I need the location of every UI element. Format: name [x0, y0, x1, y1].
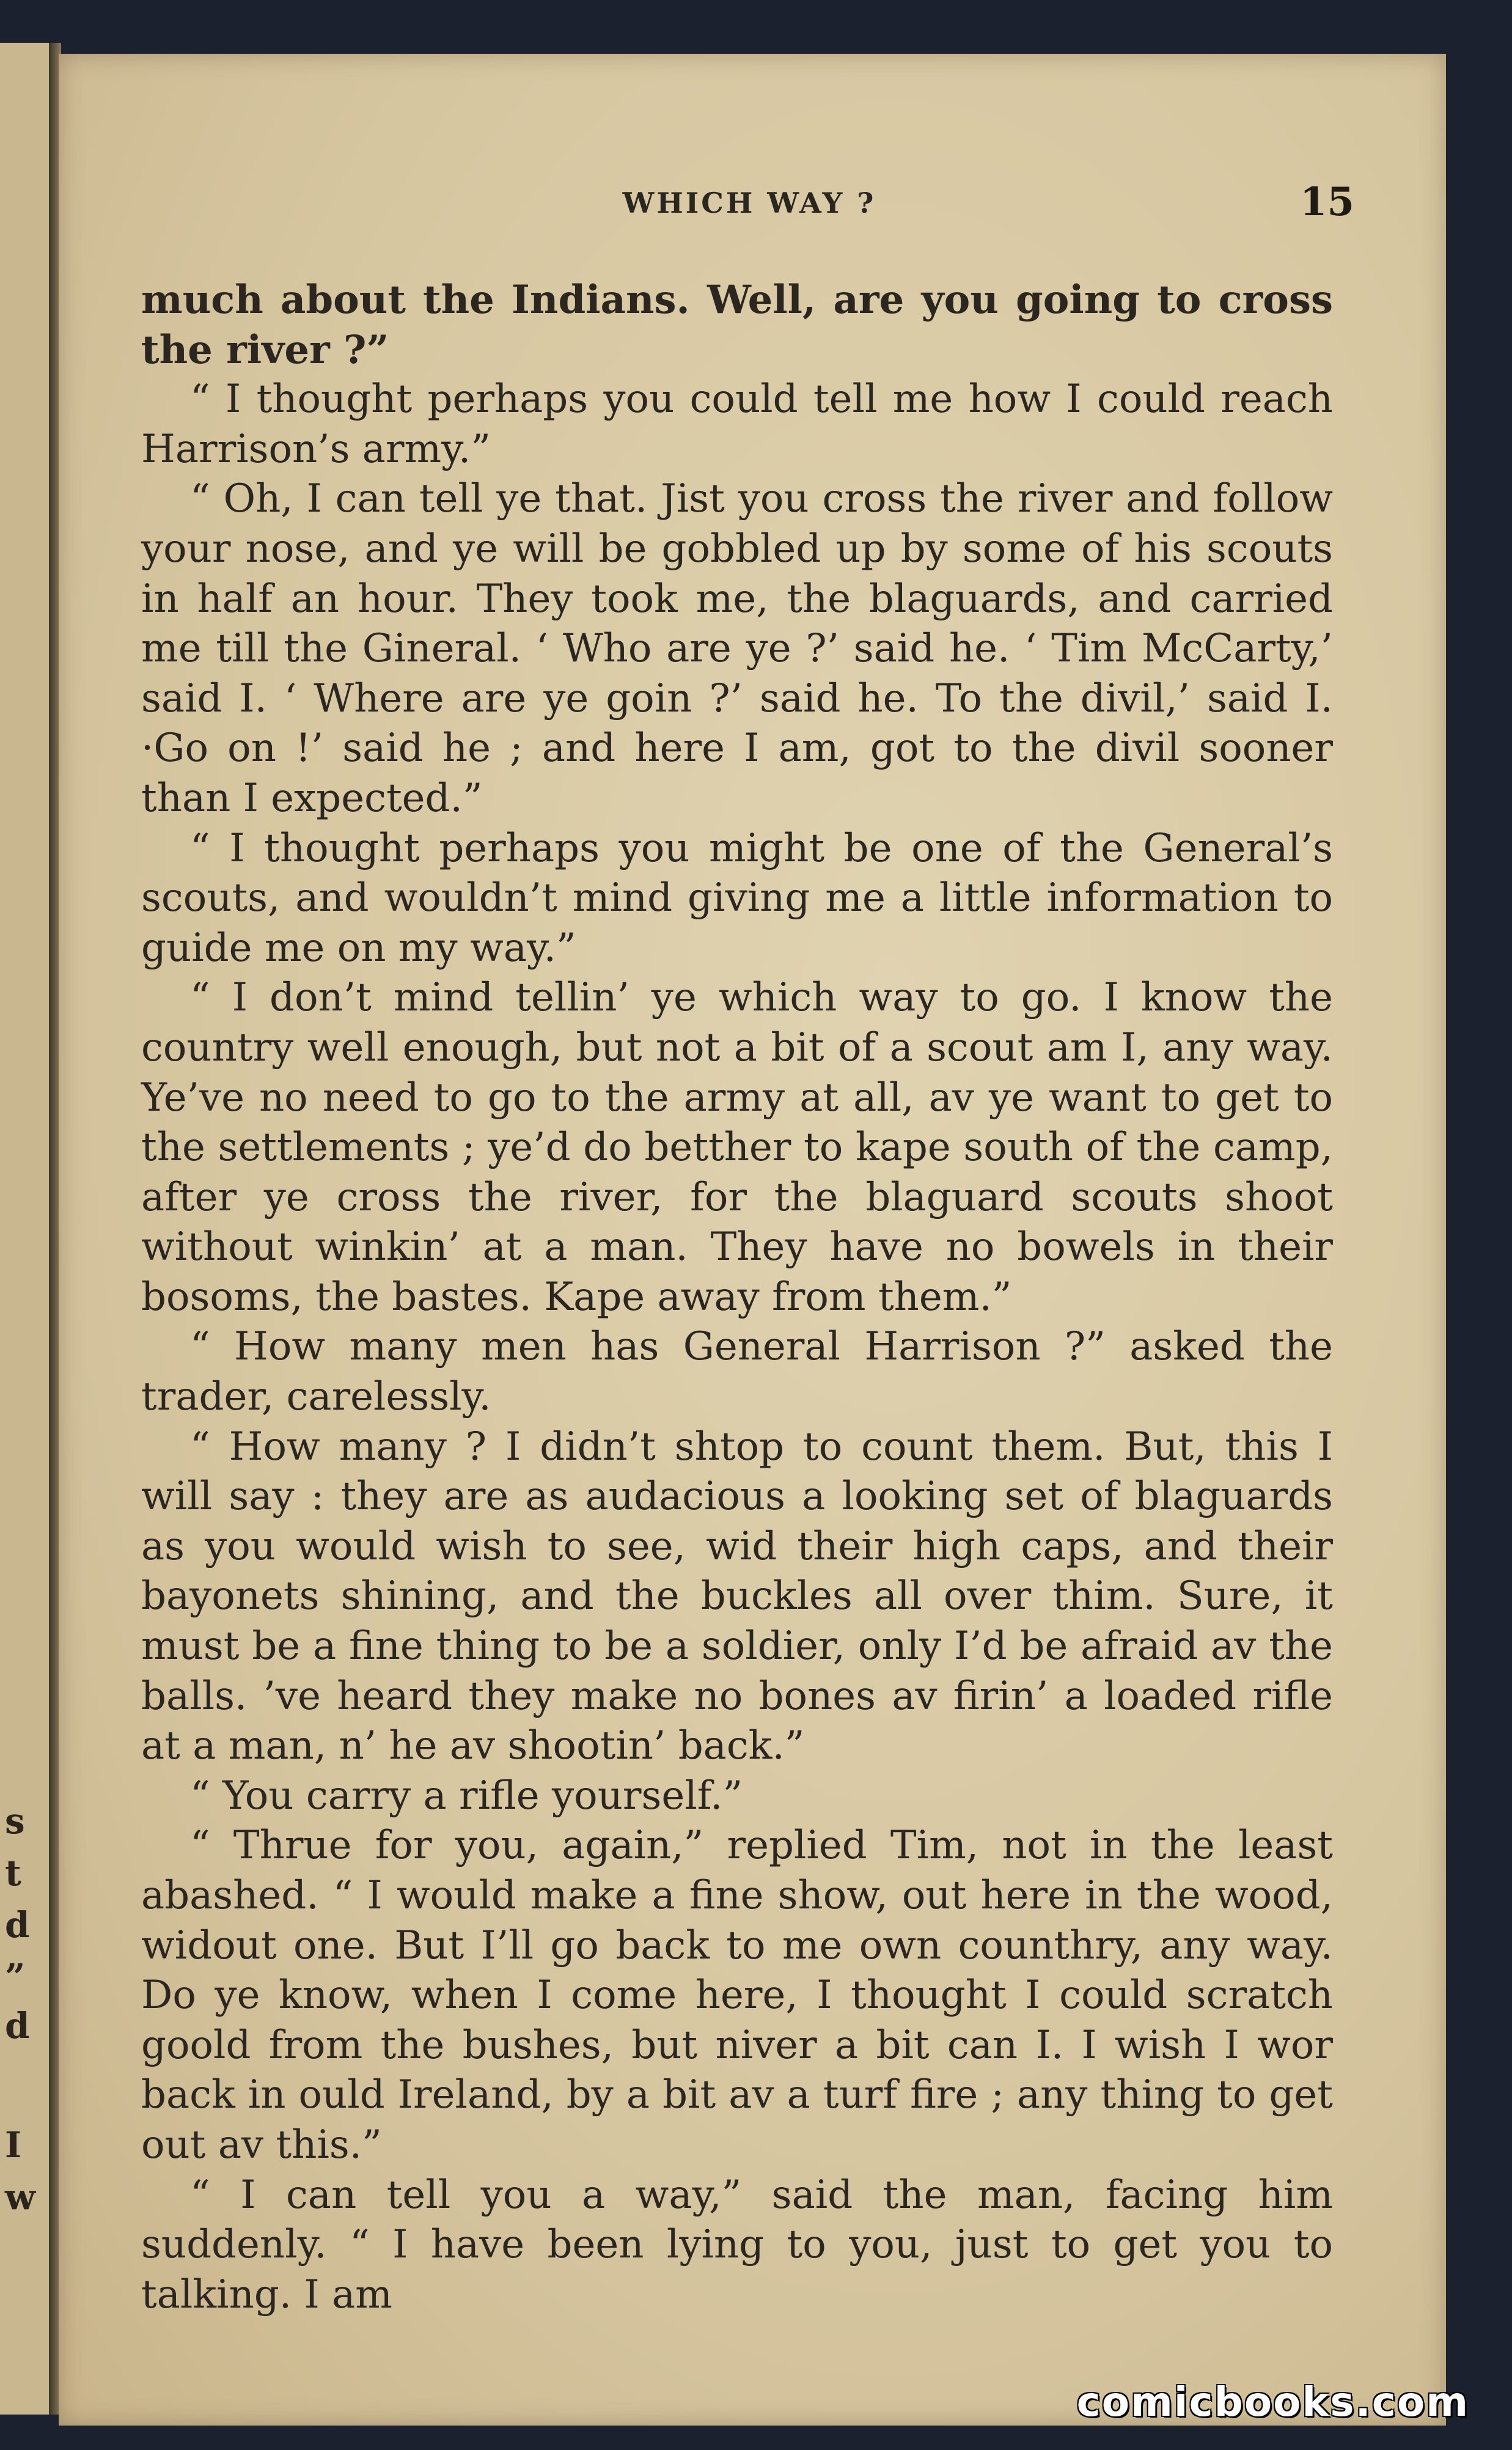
- body-text: [141, 275, 1333, 2320]
- paragraph: “ I thought perhaps you could tell me how I could reach Harrison’s army.”: [141, 377, 1333, 472]
- left-margin-fragment: d: [5, 1904, 30, 1946]
- paragraph: “ Oh, I can tell ye that. Jist you cross the river and follow your nose, and ye will be gobbled up by some of his scouts in half an hour. They took me, the blaguards, and carried me till the Gineral. ‘ Who are ye ?’ said he. ‘ Tim McCarty,’ said I. ‘ Where are ye goin ?’ said he. To the divil,’ said I. ·Go on !’ said he ; and here I am, got to the divil sooner than I expected.”: [141, 476, 1333, 821]
- left-margin-fragment: d: [5, 2005, 30, 2047]
- running-head: WHICH WAY ?: [622, 186, 876, 219]
- paragraph: “ I can tell you a way,” said the man, facing him suddenly. “ I have been lying to you, just to get you to talking. I am: [141, 2172, 1333, 2317]
- book-page: [59, 54, 1446, 2426]
- paragraph: much about the Indians. Well, are you going to cross the river ?”: [141, 277, 1333, 373]
- page-number: 15: [1299, 179, 1354, 225]
- left-margin-fragment: I: [5, 2124, 22, 2166]
- paragraph: “ How many ? I didn’t shtop to count them. But, this I will say : they are as audacious a looking set of blaguards as you would wish to see, wid their high caps, and their bayonets shining, and the buckles all over thim. Sure, it must be a fine thing to be a soldier, only I’d be afraid av the balls. ’ve heard they make no bones av firin’ a loaded rifle at a man, n’ he av shootin’ back.”: [141, 1424, 1333, 1769]
- paragraph: “ How many men has General Harrison ?” asked the trader, carelessly.: [141, 1324, 1333, 1420]
- paragraph: “ I thought perhaps you might be one of the General’s scouts, and wouldn’t mind giving me a little information to guide me on my way.”: [141, 825, 1333, 971]
- paragraph: “ You carry a rifle yourself.”: [190, 1773, 743, 1819]
- watermark: comicbooks.com: [1076, 2378, 1469, 2426]
- left-page-edge: [0, 43, 55, 2415]
- left-margin-fragment: ”: [5, 1956, 26, 1998]
- left-margin-fragment: s: [5, 1800, 25, 1842]
- page-header: [144, 179, 1354, 254]
- paragraph: “ I don’t mind tellin’ ye which way to go. I know the country well enough, but not a bit of a scout am I, any way. Ye’ve no need to go to the army at all, av ye want to get to the settlements ; ye’d do betther to kape south of the camp, after ye cross the river, for the blaguard scouts shoot without winkin’ at a man. They have no bowels in their bosoms, the bastes. Kape away from them.”: [141, 975, 1333, 1320]
- left-margin-fragment: t: [5, 1852, 21, 1894]
- left-margin-fragment: w: [5, 2176, 35, 2218]
- paragraph: “ Thrue for you, again,” replied Tim, not in the least abashed. “ I would make a fine show, out here in the wood, widout one. But I’ll go back to me own counthry, any way. Do ye know, when I come here, I thought I could scratch goold from the bushes, but niver a bit can I. I wish I wor back in ould Ireland, by a bit av a turf fire ; any thing to get out av this.”: [141, 1823, 1333, 2168]
